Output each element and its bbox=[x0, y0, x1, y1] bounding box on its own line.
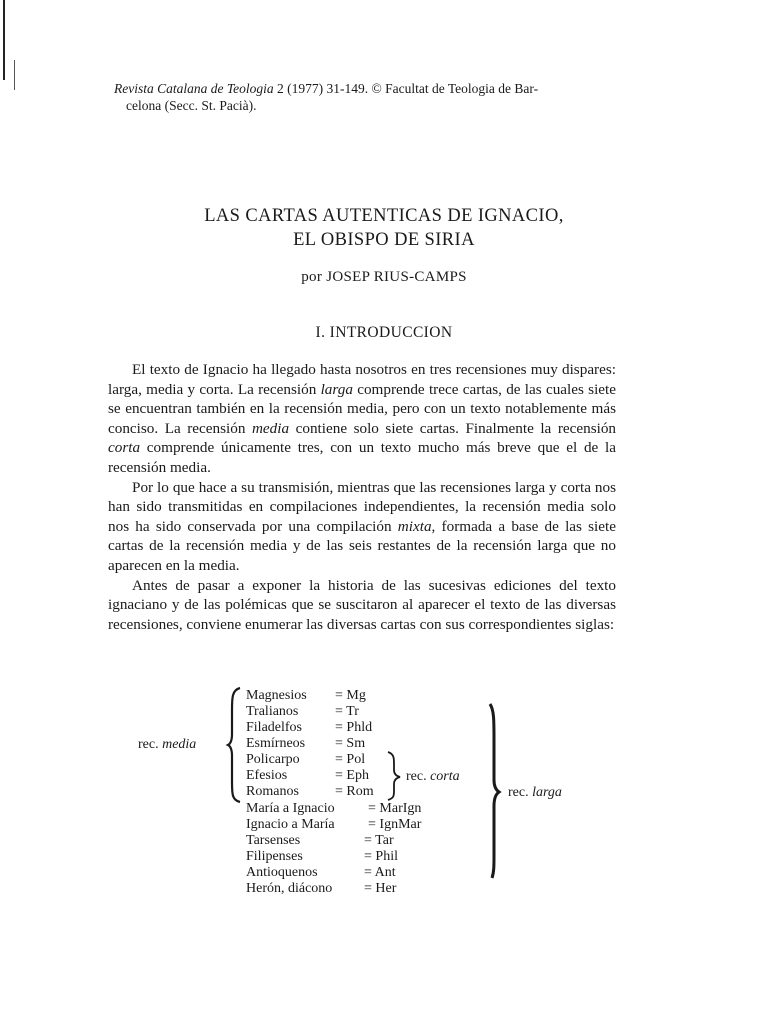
letter-name: María a Ignacio bbox=[246, 801, 335, 816]
p1-italic-corta: corta bbox=[108, 439, 141, 457]
label-prefix: rec. bbox=[138, 737, 163, 752]
section-heading: I. INTRODUCCION bbox=[315, 324, 453, 341]
letter-name: Filadelfos bbox=[246, 720, 302, 735]
label-prefix: rec. bbox=[508, 785, 533, 800]
p2-italic-mixta: mixta bbox=[397, 517, 432, 535]
equals-sign: = bbox=[364, 833, 372, 848]
letter-row bbox=[246, 801, 421, 817]
paragraph-2 bbox=[108, 478, 616, 576]
equals-sign: = bbox=[364, 849, 372, 864]
equals-sign: = bbox=[335, 704, 343, 719]
equals-sign: = bbox=[335, 688, 343, 703]
letter-name: Filipenses bbox=[246, 849, 303, 864]
author-byline: por JOSEP RIUS-CAMPS bbox=[301, 269, 467, 285]
letter-row bbox=[246, 833, 394, 849]
citation bbox=[114, 80, 620, 114]
letter-row bbox=[246, 768, 369, 784]
p2-text-c: , formada a base de las siete cartas de la recensión media y de las seis restantes de la recensión larga que no aparecen en la media. bbox=[108, 517, 616, 574]
letter-row bbox=[246, 865, 396, 881]
paragraph-1 bbox=[108, 360, 616, 478]
citation-line2: celona (Secc. St. Pacià). bbox=[126, 98, 257, 113]
letter-name: Herón, diácono bbox=[246, 881, 333, 896]
equals-sign: = bbox=[335, 752, 343, 767]
letter-row bbox=[246, 688, 366, 704]
letter-sigla: Eph bbox=[346, 768, 369, 783]
page-edge-tick bbox=[14, 60, 15, 90]
letter-row bbox=[246, 720, 372, 736]
label-italic: corta bbox=[430, 769, 460, 784]
letter-sigla: Ant bbox=[374, 865, 396, 880]
label-rec-corta bbox=[406, 769, 460, 785]
letter-row bbox=[246, 752, 365, 768]
letter-row bbox=[246, 849, 398, 865]
letter-sigla: Phld bbox=[346, 720, 373, 735]
title-line-1: LAS CARTAS AUTENTICAS DE IGNACIO, bbox=[204, 206, 564, 226]
letter-name: Magnesios bbox=[246, 688, 307, 703]
letter-row bbox=[246, 736, 365, 752]
label-italic: larga bbox=[532, 785, 562, 800]
letter-row bbox=[246, 704, 359, 720]
letter-sigla: Her bbox=[375, 881, 397, 896]
letter-name: Romanos bbox=[246, 784, 299, 799]
paragraph-3: Antes de pasar a exponer la historia de las sucesivas ediciones del texto ignaciano y de las polémicas que se suscitaron al aparecer el texto de las diversas recensiones, conviene enumerar las diversas cartas con sus correspondientes siglas: bbox=[108, 576, 616, 633]
letter-name: Antioquenos bbox=[246, 865, 318, 880]
letter-name: Ignacio a María bbox=[246, 817, 335, 832]
equals-sign: = bbox=[335, 720, 343, 735]
article-title bbox=[100, 204, 668, 252]
p2-text-a: Por lo que hace a su transmisión, mientras que las recensiones larga y corta nos han sido transmitidas en compilaciones independientes, la recensión media solo nos ha sido conservada por una compilación bbox=[108, 478, 616, 535]
p1-text-g: comprende únicamente tres, con un texto mucho más breve que el de la recensión media. bbox=[108, 439, 616, 476]
letter-sigla: MarIgn bbox=[379, 801, 422, 816]
letter-name: Efesios bbox=[246, 768, 288, 783]
body-text bbox=[108, 360, 616, 634]
brace-media bbox=[228, 688, 240, 802]
equals-sign: = bbox=[335, 768, 343, 783]
equals-sign: = bbox=[368, 817, 376, 832]
letter-row bbox=[246, 881, 396, 897]
label-rec-larga bbox=[508, 785, 562, 801]
brace-corta bbox=[388, 752, 400, 800]
equals-sign: = bbox=[335, 736, 343, 751]
equals-sign: = bbox=[364, 881, 372, 896]
letter-name: Esmírneos bbox=[246, 736, 306, 751]
equals-sign: = bbox=[364, 865, 372, 880]
letter-name: Tarsenses bbox=[246, 833, 301, 848]
letter-sigla: Pol bbox=[346, 752, 366, 767]
letter-name: Tralianos bbox=[246, 704, 299, 719]
equals-sign: = bbox=[335, 784, 343, 799]
letter-sigla: Sm bbox=[346, 736, 366, 751]
letter-sigla: Tar bbox=[375, 833, 394, 848]
letter-name: Policarpo bbox=[246, 752, 300, 767]
letter-sigla: Tr bbox=[346, 704, 359, 719]
p1-text-a: El texto de Ignacio ha llegado hasta nosotros en tres recensiones muy dispares: larga, media y corta. La recensión bbox=[108, 361, 616, 398]
label-prefix: rec. bbox=[406, 769, 431, 784]
label-rec-media bbox=[138, 737, 196, 753]
label-italic: media bbox=[162, 737, 197, 752]
title-line-2: EL OBISPO DE SIRIA bbox=[293, 230, 475, 250]
letter-sigla: IgnMar bbox=[379, 817, 422, 832]
brace-larga bbox=[490, 704, 499, 878]
citation-details: 2 (1977) 31-149. © Facultat de Teologia de Bar- bbox=[273, 81, 539, 96]
letter-sigla: Mg bbox=[346, 688, 366, 703]
page-edge-mark bbox=[3, 0, 5, 80]
p1-italic-media: media bbox=[251, 419, 290, 437]
p1-italic-larga: larga bbox=[320, 380, 353, 398]
journal-name: Revista Catalana de Teologia bbox=[114, 81, 274, 96]
p1-text-c: comprende trece cartas, de las cuales siete se encuentran también en la recensión media, pero con un texto notablemente más conciso. La recensión bbox=[108, 380, 616, 437]
p1-text-e: contiene solo siete cartas. Finalmente la recensión bbox=[289, 419, 617, 437]
letter-row bbox=[246, 817, 421, 833]
letter-row bbox=[246, 784, 374, 800]
letter-sigla: Rom bbox=[346, 784, 374, 799]
letter-sigla: Phil bbox=[375, 849, 398, 864]
equals-sign: = bbox=[368, 801, 376, 816]
